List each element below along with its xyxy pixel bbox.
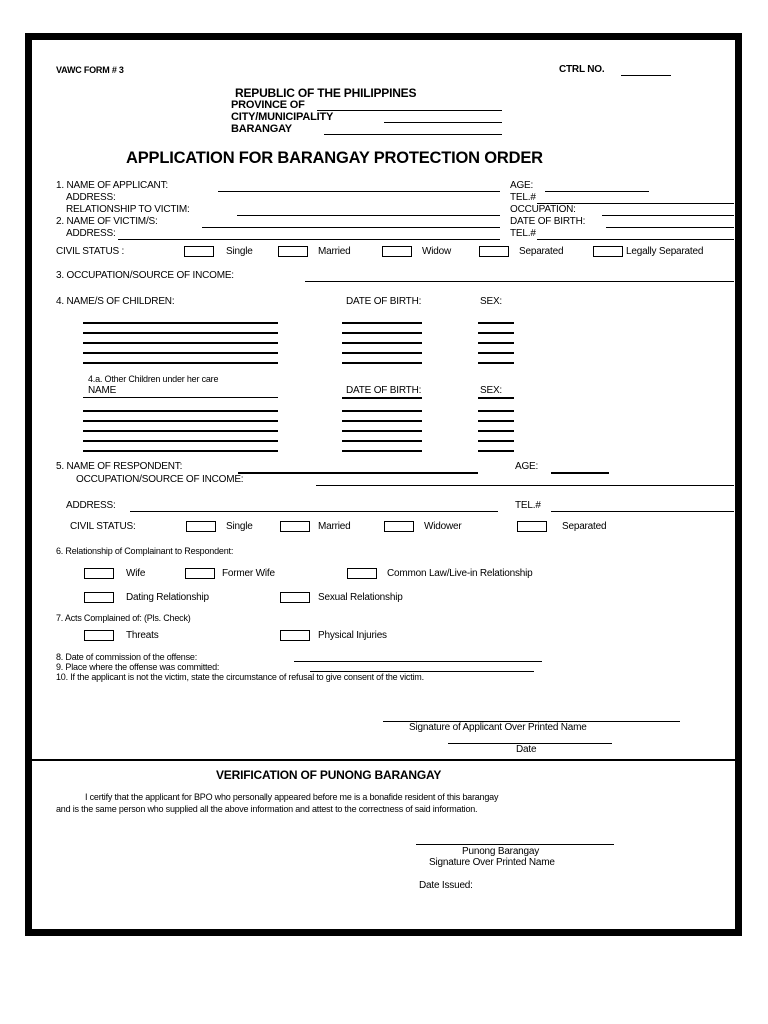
rel-common-law-checkbox[interactable] [347, 568, 377, 579]
respondent-tel-label: TEL.# [515, 500, 541, 511]
section-divider [32, 759, 735, 761]
civil-separated-checkbox[interactable] [479, 246, 509, 257]
victim-name-field[interactable] [202, 227, 500, 228]
civil-legally-separated-checkbox[interactable] [593, 246, 623, 257]
other-child-name-line[interactable] [83, 410, 278, 412]
other-children-dob-label: DATE OF BIRTH: [346, 385, 422, 396]
child-sex-line[interactable] [478, 342, 514, 344]
other-children-sex-label: SEX: [480, 385, 502, 396]
respondent-address-label: ADDRESS: [66, 500, 116, 511]
other-child-name-line[interactable] [83, 440, 278, 442]
applicant-age-label: AGE: [510, 180, 534, 191]
resp-separated-label: Separated [562, 521, 607, 532]
children-dob-label: DATE OF BIRTH: [346, 296, 422, 307]
respondent-address-field[interactable] [130, 511, 498, 512]
rel-former-wife-label: Former Wife [222, 568, 275, 579]
republic-heading: REPUBLIC OF THE PHILIPPINES [235, 86, 417, 100]
offense-date-field[interactable] [294, 661, 542, 662]
child-name-line[interactable] [83, 332, 278, 334]
respondent-occupation-field[interactable] [316, 485, 734, 486]
act-physical-label: Physical Injuries [318, 630, 387, 641]
child-sex-line[interactable] [478, 322, 514, 324]
civil-single-checkbox[interactable] [184, 246, 214, 257]
signature-date-label: Date [516, 744, 537, 755]
applicant-address-label: ADDRESS: [66, 192, 116, 203]
child-dob-line[interactable] [342, 362, 422, 364]
acts-heading: 7. Acts Complained of: (Pls. Check) [56, 613, 191, 623]
ctrl-no-field[interactable] [621, 75, 671, 76]
offense-place-label: 9. Place where the offense was committed: [56, 662, 220, 672]
applicant-tel-label: TEL.# [510, 192, 536, 203]
child-sex-line[interactable] [478, 352, 514, 354]
resp-married-checkbox[interactable] [280, 521, 310, 532]
occupation-income-field[interactable] [305, 281, 734, 282]
other-child-sex-line[interactable] [478, 430, 514, 432]
rel-dating-label: Dating Relationship [126, 592, 209, 603]
verification-line-1: I certify that the applicant for BPO who personally appeared before me is a bonafide resident of this barangay [85, 792, 499, 802]
act-threats-label: Threats [126, 630, 159, 641]
other-children-name-label: NAME [88, 385, 117, 396]
civil-married-label: Married [318, 246, 351, 257]
children-sex-label: SEX: [480, 296, 502, 307]
rel-wife-checkbox[interactable] [84, 568, 114, 579]
respondent-name-field[interactable] [238, 472, 478, 474]
applicant-signature-label: Signature of Applicant Over Printed Name [409, 722, 587, 733]
other-child-sex-line[interactable] [478, 420, 514, 422]
child-name-line[interactable] [83, 352, 278, 354]
relationship-heading: 6. Relationship of Complainant to Respondent: [56, 546, 234, 556]
consent-label: 10. If the applicant is not the victim, state the circumstance of refusal to give consent of the victim. [56, 672, 424, 682]
applicant-age-field[interactable] [545, 191, 649, 192]
other-child-dob-line[interactable] [342, 397, 422, 399]
barangay-label: BARANGAY [231, 123, 292, 135]
respondent-tel-field[interactable] [551, 511, 734, 512]
ctrl-no-label: CTRL NO. [559, 64, 605, 75]
rel-former-wife-checkbox[interactable] [185, 568, 215, 579]
other-child-dob-line[interactable] [342, 410, 422, 412]
date-issued-label: Date Issued: [419, 880, 473, 891]
occupation-income-label: 3. OCCUPATION/SOURCE OF INCOME: [56, 270, 234, 281]
other-child-dob-line[interactable] [342, 450, 422, 452]
child-name-line[interactable] [83, 342, 278, 344]
other-child-sex-line[interactable] [478, 410, 514, 412]
other-child-name-line[interactable] [83, 450, 278, 452]
punong-signature-label: Signature Over Printed Name [429, 857, 555, 868]
civil-single-label: Single [226, 246, 253, 257]
other-child-sex-line[interactable] [478, 397, 514, 399]
punong-signature-line[interactable] [416, 844, 614, 845]
rel-wife-label: Wife [126, 568, 146, 579]
civil-status-label: CIVIL STATUS : [56, 246, 125, 257]
victim-name-label: 2. NAME OF VICTIM/S: [56, 216, 158, 227]
rel-dating-checkbox[interactable] [84, 592, 114, 603]
child-name-line[interactable] [83, 362, 278, 364]
form-page [25, 33, 742, 936]
victim-address-label: ADDRESS: [66, 228, 116, 239]
victim-tel-label: TEL.# [510, 228, 536, 239]
victim-dob-field[interactable] [606, 227, 734, 228]
respondent-occupation-label: OCCUPATION/SOURCE OF INCOME: [76, 474, 244, 485]
civil-legally-separated-label: Legally Separated [626, 246, 704, 257]
victim-dob-label: DATE OF BIRTH: [510, 216, 586, 227]
respondent-name-label: 5. NAME OF RESPONDENT: [56, 461, 183, 472]
applicant-occupation-field[interactable] [602, 215, 734, 216]
punong-barangay-label: Punong Barangay [462, 846, 540, 857]
act-physical-checkbox[interactable] [280, 630, 310, 641]
relationship-victim-label: RELATIONSHIP TO VICTIM: [66, 204, 190, 215]
resp-widower-label: Widower [424, 521, 462, 532]
child-dob-line[interactable] [342, 342, 422, 344]
respondent-age-field[interactable] [551, 472, 609, 474]
rel-sexual-label: Sexual Relationship [318, 592, 403, 603]
respondent-civil-status-label: CIVIL STATUS: [70, 521, 136, 532]
verification-line-2: and is the same person who supplied all the above information and attest to the correctness of said information. [56, 804, 478, 814]
form-number: VAWC FORM # 3 [56, 65, 124, 75]
verification-heading: VERIFICATION OF PUNONG BARANGAY [216, 768, 442, 782]
child-dob-line[interactable] [342, 332, 422, 334]
other-child-sex-line[interactable] [478, 450, 514, 452]
resp-widower-checkbox[interactable] [384, 521, 414, 532]
other-child-dob-line[interactable] [342, 430, 422, 432]
resp-single-label: Single [226, 521, 253, 532]
form-title: APPLICATION FOR BARANGAY PROTECTION ORDER [126, 149, 543, 167]
victim-address-field[interactable] [118, 239, 500, 240]
other-children-name-underline [83, 397, 278, 398]
child-dob-line[interactable] [342, 352, 422, 354]
other-child-dob-line[interactable] [342, 420, 422, 422]
barangay-field[interactable] [324, 134, 502, 135]
offense-date-label: 8. Date of commission of the offense: [56, 652, 198, 662]
other-child-name-line[interactable] [83, 430, 278, 432]
resp-separated-checkbox[interactable] [517, 521, 547, 532]
civil-separated-label: Separated [519, 246, 564, 257]
civil-widow-checkbox[interactable] [382, 246, 412, 257]
children-heading: 4. NAME/S OF CHILDREN: [56, 296, 175, 307]
other-children-heading: 4.a. Other Children under her care [88, 374, 219, 384]
other-child-name-line[interactable] [83, 420, 278, 422]
city-field[interactable] [384, 122, 502, 123]
city-label: CITY/MUNICIPALITY [231, 111, 334, 123]
other-child-dob-line[interactable] [342, 440, 422, 442]
victim-tel-field[interactable] [537, 239, 734, 240]
applicant-occupation-label: OCCUPATION: [510, 204, 576, 215]
applicant-name-field[interactable] [218, 191, 500, 192]
civil-widow-label: Widow [422, 246, 452, 257]
child-dob-line[interactable] [342, 322, 422, 324]
rel-sexual-checkbox[interactable] [280, 592, 310, 603]
applicant-name-label: 1. NAME OF APPLICANT: [56, 180, 168, 191]
child-sex-line[interactable] [478, 332, 514, 334]
respondent-age-label: AGE: [515, 461, 539, 472]
child-sex-line[interactable] [478, 362, 514, 364]
province-label: PROVINCE OF [231, 99, 305, 111]
act-threats-checkbox[interactable] [84, 630, 114, 641]
child-name-line[interactable] [83, 322, 278, 324]
resp-single-checkbox[interactable] [186, 521, 216, 532]
province-field[interactable] [317, 110, 502, 111]
other-child-sex-line[interactable] [478, 440, 514, 442]
resp-married-label: Married [318, 521, 351, 532]
relationship-victim-field[interactable] [237, 215, 500, 216]
civil-married-checkbox[interactable] [278, 246, 308, 257]
rel-common-law-label: Common Law/Live-in Relationship [387, 568, 533, 579]
